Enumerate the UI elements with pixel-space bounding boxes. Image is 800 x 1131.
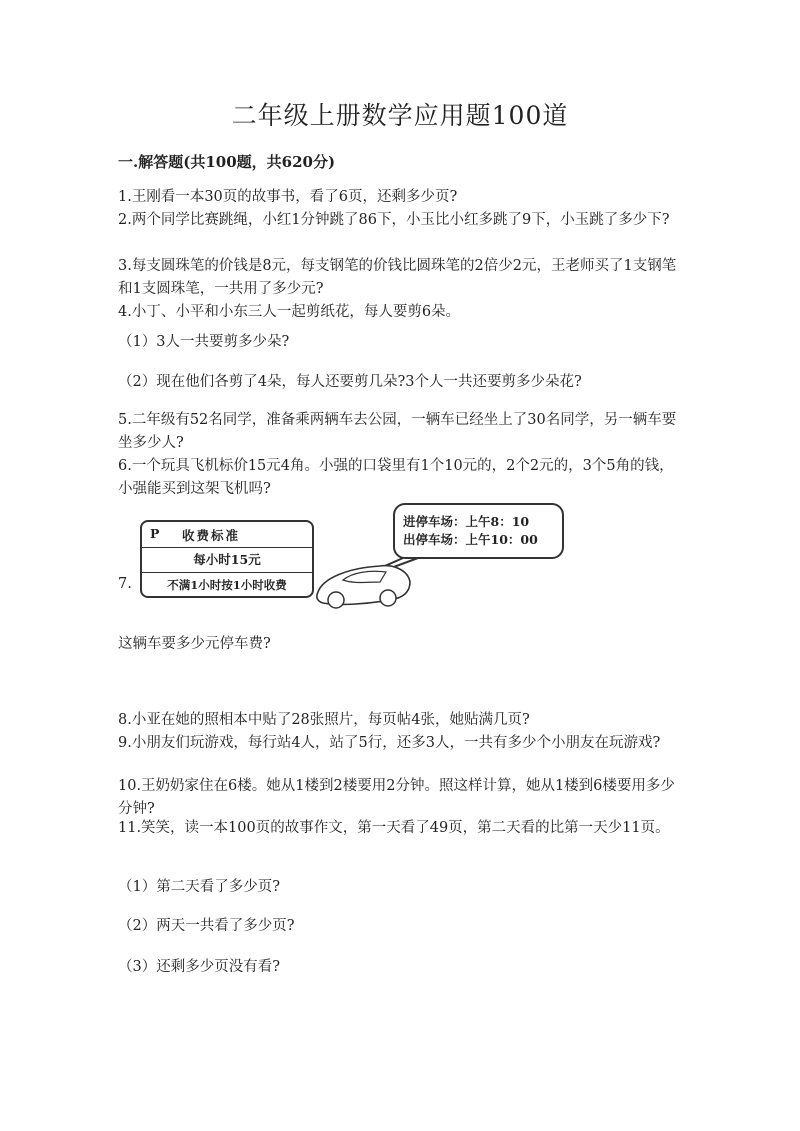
page-title: 二年级上册数学应用题100道	[231, 101, 569, 130]
question-11: 11.笑笑，读一本100页的故事作文，第一天看了49页，第二天看的比第一天少11页。	[118, 820, 670, 836]
question-4-sub-2: （2）现在他们各剪了4朵，每人还要剪几朵?3个人一共还要剪多少朵花?	[118, 374, 582, 390]
question-11-sub-2: （2）两天一共看了多少页?	[118, 918, 295, 934]
parking-time-bubble	[393, 503, 564, 559]
section-heading: 一.解答题(共100题，共620分)	[118, 153, 336, 171]
question-1: 1.王刚看一本30页的故事书，看了6页，还剩多少页?	[118, 189, 458, 205]
question-5: 5.二年级有52名同学，准备乘两辆车去公园，一辆车已经坐上了30名同学，另一辆车要坐多少人?	[118, 412, 677, 451]
sign-rate: 每小时15元	[142, 548, 312, 573]
question-8: 8.小亚在她的照相本中贴了28张照片，每页帖4张，她贴满几页?	[118, 712, 530, 728]
question-10: 10.王奶奶家住在6楼。她从1楼到2楼要用2分钟。照这样计算，她从1楼到6楼要用多少分钟?	[118, 778, 675, 817]
question-4: 4.小丁、小平和小东三人一起剪纸花，每人要剪6朵。	[118, 304, 461, 320]
sign-header: 收费标准	[182, 528, 241, 543]
question-6: 6.一个玩具飞机标价15元4角。小强的口袋里有1个10元的，2个2元的，3个5角的钱，小强能买到这架飞机吗?	[118, 458, 674, 497]
question-3: 3.每支圆珠笔的价钱是8元，每支钢笔的价钱比圆珠笔的2倍少2元，王老师买了1支钢笔和1支圆珠笔，一共用了多少元?	[118, 258, 677, 297]
question-11-sub-1: （1）第二天看了多少页?	[118, 879, 280, 895]
question-7-figure	[118, 500, 568, 620]
question-4-sub-1: （1）3人一共要剪多少朵?	[118, 334, 290, 350]
parking-p-label: P	[150, 526, 160, 541]
question-11-sub-3: （3）还剩多少页没有看?	[118, 959, 280, 975]
exit-time: 出停车场：上午10：00	[403, 532, 538, 547]
question-2: 2.两个同学比赛跳绳，小红1分钟跳了86下，小玉比小红多跳了9下，小玉跳了多少下?	[118, 212, 670, 228]
question-7-number: 7.	[118, 576, 132, 592]
sign-rule: 不满1小时按1小时收费	[167, 578, 287, 592]
entry-time: 进停车场：上午8：10	[403, 514, 530, 529]
question-7-text: 这辆车要多少元停车费?	[118, 636, 271, 652]
question-9: 9.小朋友们玩游戏，每行站4人，站了5行，还多3人，一共有多少个小朋友在玩游戏?	[118, 735, 661, 751]
